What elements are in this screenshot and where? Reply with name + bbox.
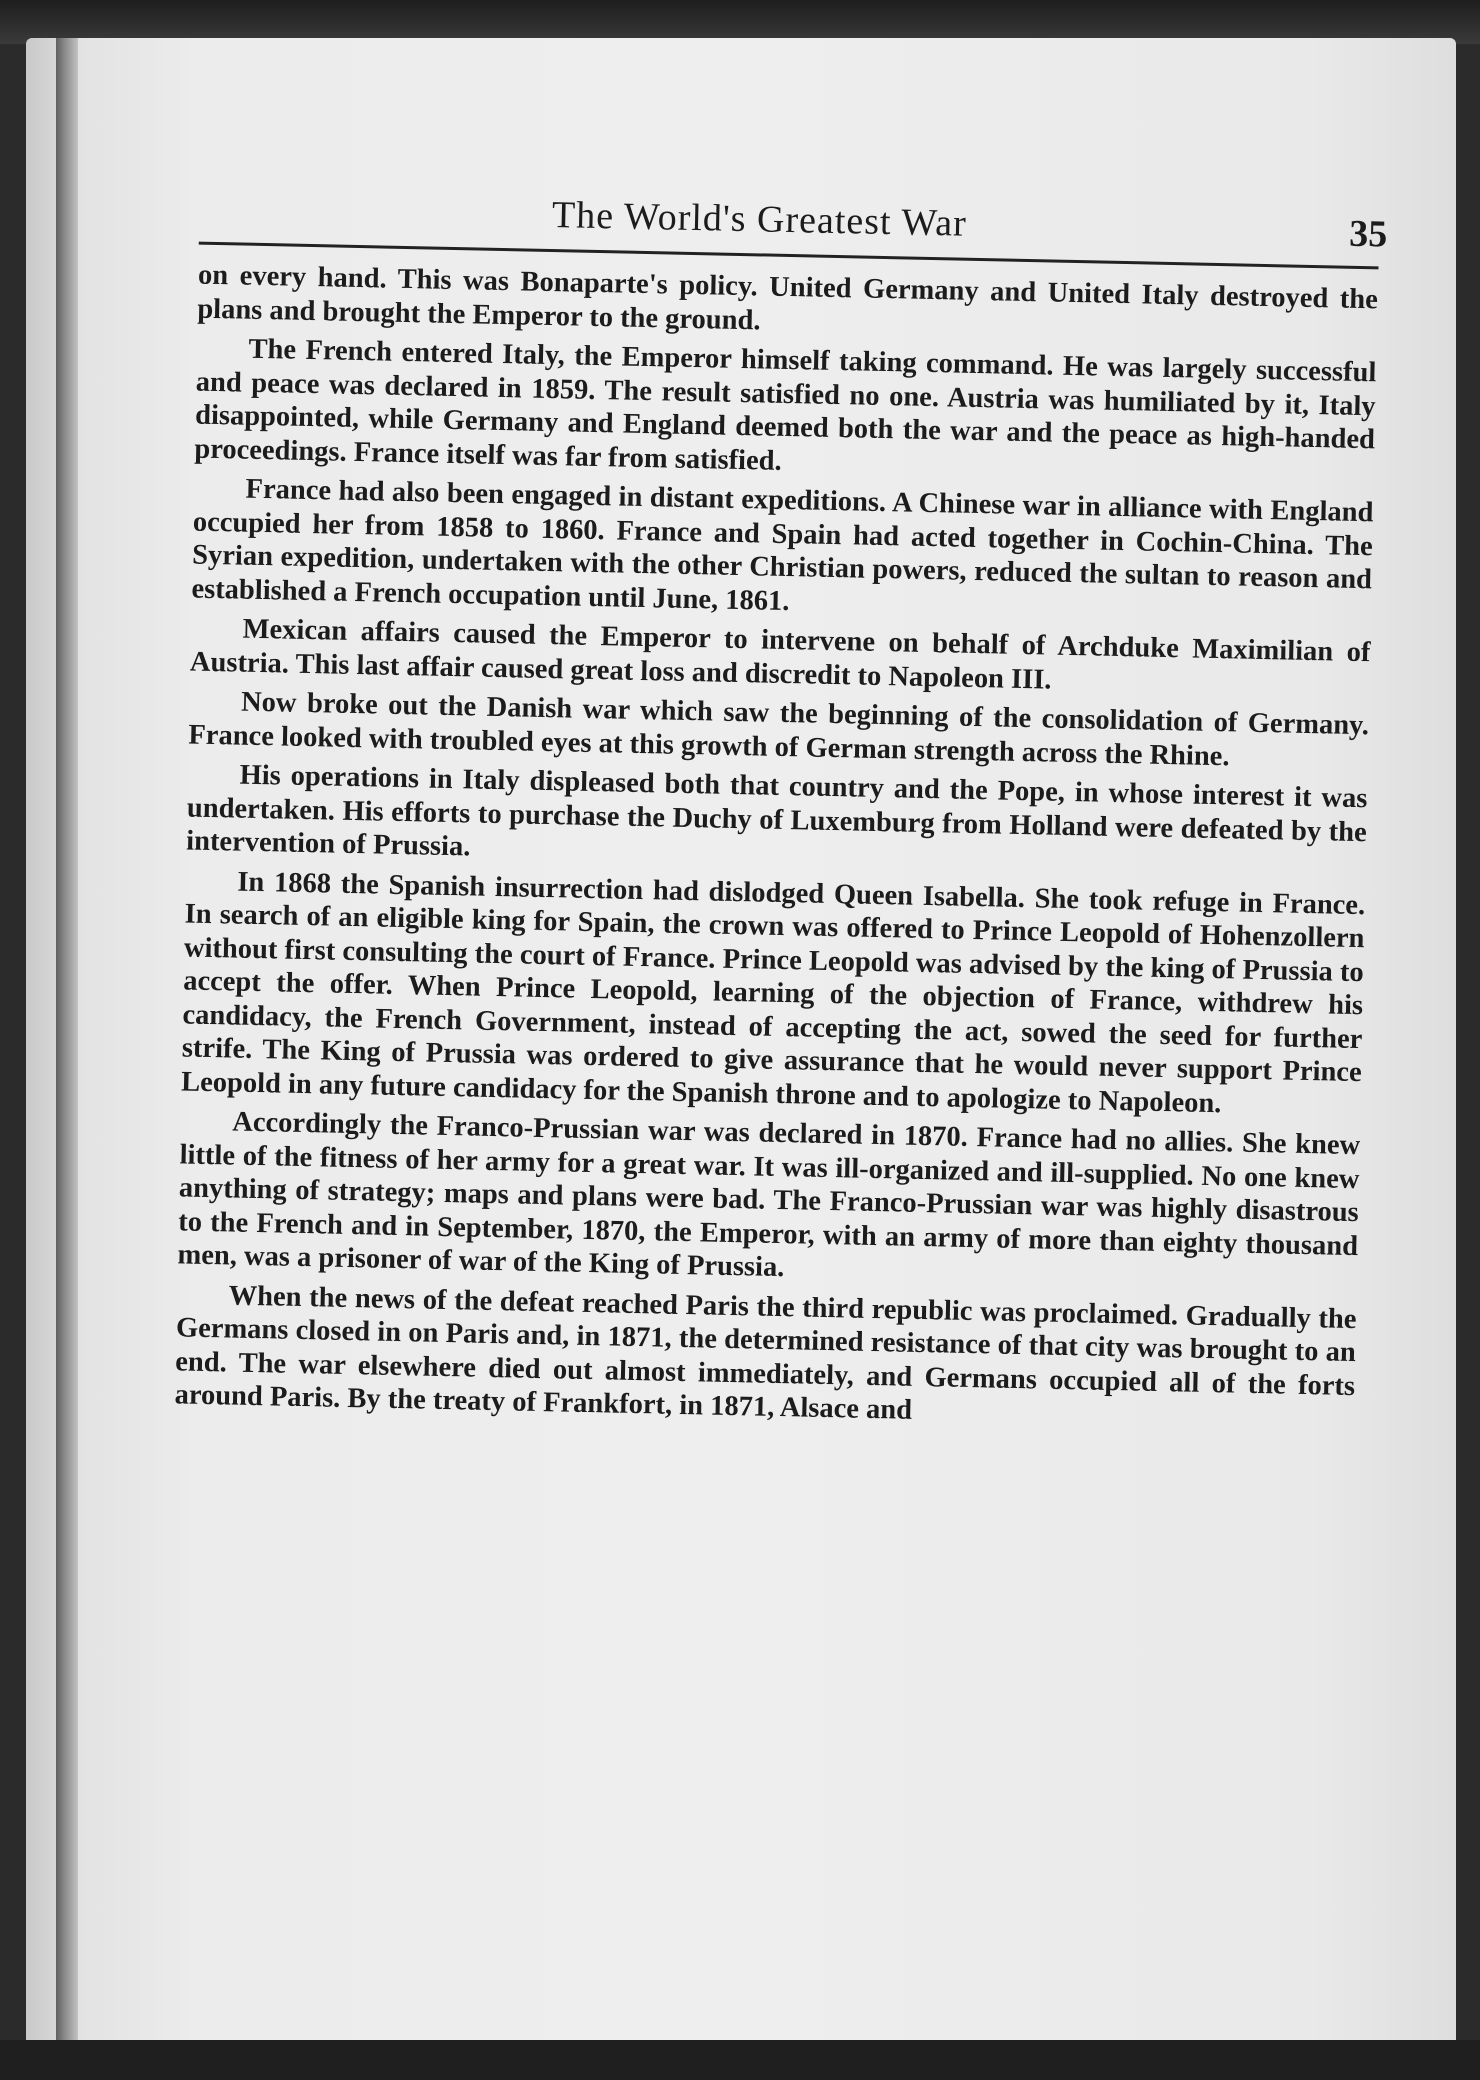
paragraph: Accordingly the Franco-Prussian war was declared in 1870. France had no allies. She knew little of the fitness of her army for a great war. It was ill-organized and ill-supplied. No one knew anything of strategy; maps and plans were bad. The Franco-Prussian war was highly disastrous to the French and in September, 1870, the Emperor, with an army of more than eighty thousand men, was a prisoner of war of the King of Prussia. <box>177 1106 1361 1284</box>
running-title: The World's Greatest War <box>551 194 968 245</box>
paragraph: His operations in Italy displeased both that country and the Pope, in whose interest it was undertaken. His efforts to purchase the Duchy of Luxemburg from Holland were defeated by the intervention of Prussia. <box>185 759 1368 863</box>
page-number: 35 <box>1348 212 1388 256</box>
body-text <box>174 259 1378 1437</box>
paragraph: on every hand. This was Bonaparte's policy. United Germany and United Italy destroyed the plans and brought the Emperor to the ground. <box>197 259 1379 336</box>
paragraph: When the news of the defeat reached Paris the third republic was proclaimed. Gradually the Germans closed in on Paris and, in 1871, the determined resistance of that city was brought to an end. The war elsewhere died out almost immediately, and Germans occupied all of the forts around Paris. By the treaty of Frankfort, in 1871, Alsace and <box>174 1279 1357 1426</box>
paragraph: Mexican affairs caused the Emperor to intervene on behalf of Archduke Maximilian of Austria. This last affair caused great loss and discredit to Napoleon III. <box>189 613 1371 696</box>
page-content <box>174 178 1388 1443</box>
paragraph: Now broke out the Danish war which saw the beginning of the consolidation of Germany. France looked with troubled eyes at this growth of German strength across the Rhine. <box>188 686 1370 772</box>
paragraph: France had also been engaged in distant expeditions. A Chinese war in alliance with England occupied her from 1858 to 1860. France and Spain had acted together in Cochin-China. The Syrian expedition, undertaken with the other Christian powers, reduced the sultan to reason and established a French occupation until June, 1861. <box>191 473 1374 617</box>
paragraph: The French entered Italy, the Emperor himself taking command. He was largely successful and peace was declared in 1859. The result satisfied no one. Austria was humiliated by it, Italy disappointed, while Germany and England deemed both the war and the peace as high-handed proceedings. France itself was far from satisfied. <box>194 333 1377 477</box>
book-spine-shadow <box>56 38 78 2048</box>
scanner-bottom-edge <box>0 2040 1480 2080</box>
paragraph: In 1868 the Spanish insurrection had dislodged Queen Isabella. She took refuge in France. In search of an eligible king for Spain, the crown was offered to Prince Leopold of Hohenzollern without first consulting the court of France. Prince Leopold was advised by the king of Prussia to accept the offer. When Prince Leopold, learning of the objection of France, withdrew his candidacy, the French Government, instead of accepting the act, sowed the seed for further strife. The King of Prussia was ordered to give assurance that he would never support Prince Leopold in any future candidacy for the Spanish throne and to apologize to Napoleon. <box>180 866 1366 1119</box>
